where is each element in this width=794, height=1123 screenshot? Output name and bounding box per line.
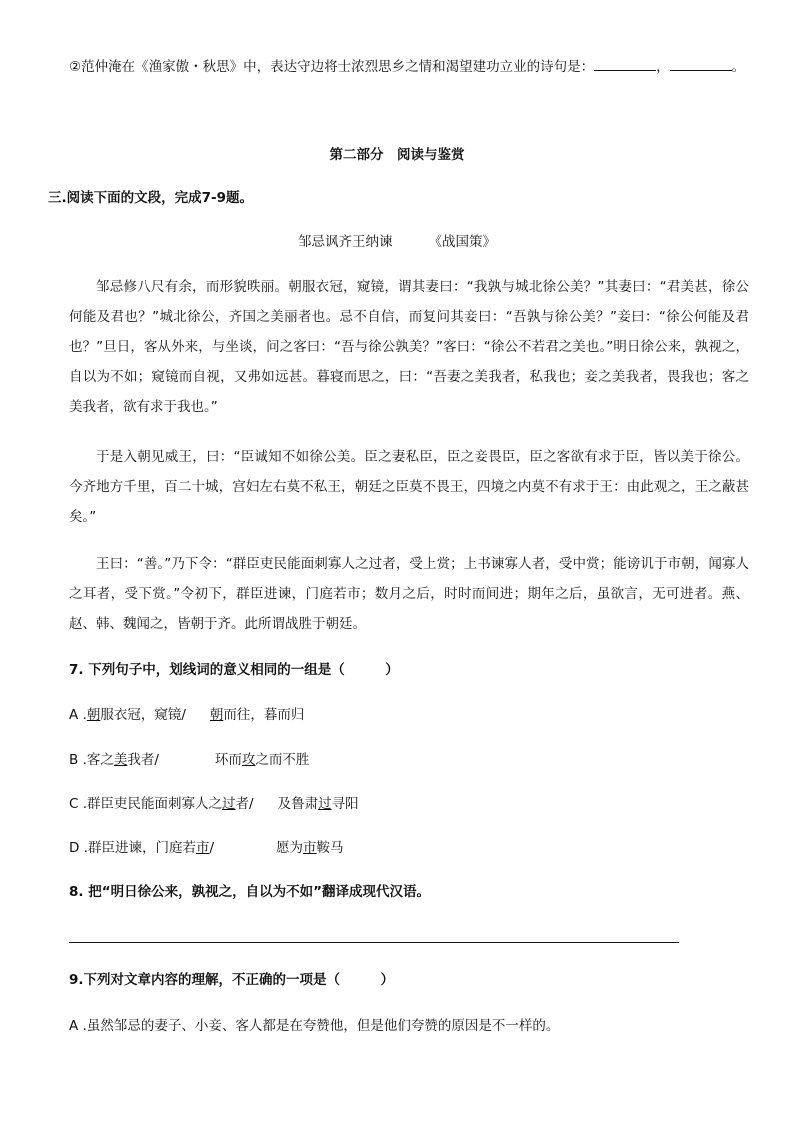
question-7-option-c[interactable] [69,794,359,814]
option-text: 愿为 [276,840,304,856]
part-3-heading: 三.阅读下面的文段，完成7-9题。 [48,190,254,206]
option-prefix: C . [69,796,88,812]
passage-paragraph-3: 王曰：“善。”乃下令：“群臣吏民能面刺寡人之过者，受上赏；上书谏寡人者，受中赏；能谤讥于市朝，闻寡人之耳者，受下赏。”令初下，群臣进谏，门庭若市；数月之后，时时而间进；期年之后，虽欲言，无可进者。燕、赵、韩、魏闻之，皆朝于齐。此所谓战胜于朝廷。 [69,556,749,632]
passage-source: 《战国策》 [428,234,496,250]
separator: ， [656,59,670,75]
option-text: 寻阳 [331,796,359,812]
answer-blank-1[interactable] [594,56,656,71]
option-text: 而往，暮而归 [223,707,305,723]
question-6-item-2 [69,56,745,77]
option-text: 客之 [86,752,114,768]
underlined-word: 市 [195,840,210,856]
passage-paragraph-1: 邹忌修八尺有余，而形貌昳丽。朝服衣冠，窥镜，谓其妻曰：“我孰与城北徐公美？”其妻曰：“君美甚，徐公何能及君也？”城北徐公，齐国之美丽者也。忌不自信，而复问其妾曰：“吾孰与徐公美？”妾曰：“徐公何能及君也？”旦日，客从外来，与坐谈，问之客曰：“吾与徐公孰美？”客曰：“徐公不若君之美也。”明日徐公来，孰视之，自以为不如；窥镜而自视，又弗如远甚。暮寝而思之，曰：“吾妻之美我者，私我也；妾之美我者，畏我也；客之美我者，欲有求于我也。” [69,279,749,415]
answer-line[interactable] [69,942,679,943]
option-text: 我者/ [127,752,159,768]
end-mark: 。 [731,59,746,75]
underlined-word: 朝 [86,707,101,723]
option-text: 及鲁肃 [277,796,319,812]
option-text: / [209,840,215,856]
passage-title-line [0,232,794,252]
option-text: 之而不胜 [255,752,310,768]
underlined-word: 过 [222,796,236,812]
option-text: 群臣吏民能面刺寡人之 [87,796,223,812]
question-9-stem: 9.下列对文章内容的理解，不正确的一项是（ ） [69,972,395,988]
underlined-word: 朝 [209,707,224,723]
question-7-option-a[interactable] [69,705,304,725]
answer-blank-2[interactable] [670,56,732,71]
option-text: 群臣进谏，门庭若 [87,840,196,856]
option-text: 服衣冠，窥镜/ [100,707,186,723]
option-text: 环而 [214,752,242,768]
passage-title: 邹忌讽齐王纳谏 [298,234,393,250]
option-text: 者/ [235,796,254,812]
question-9-option-a[interactable]: A .虽然邹忌的妻子、小妾、客人都是在夸赞他，但是他们夸赞的原因是不一样的。 [69,1018,560,1034]
question-7-option-b[interactable] [69,750,309,770]
question-8-stem: 8. 把“明日徐公来，孰视之，自以为不如”翻译成现代汉语。 [69,884,430,900]
section-title: 第二部分 阅读与鉴赏 [329,147,465,163]
question-7-stem: 7. 下列句子中，划线词的意义相同的一组是（ ） [69,662,399,678]
option-prefix: A . [69,707,87,723]
option-prefix: D . [69,840,88,856]
question-7-option-d[interactable] [69,838,344,858]
underlined-word: 过 [318,796,332,812]
underlined-word: 美 [113,752,128,768]
passage-paragraph-2: 于是入朝见威王，曰：“臣诚知不如徐公美。臣之妻私臣，臣之妾畏臣，臣之客欲有求于臣，皆以美于徐公。今齐地方千里，百二十城，宫妇左右莫不私王，朝廷之臣莫不畏王，四境之内莫不有求于王：由此观之，王之蔽甚矣。” [69,449,749,525]
underlined-word: 市 [303,840,317,856]
question-text: ②范仲淹在《渔家傲・秋思》中，表达守边将士浓烈思乡之情和渴望建功立业的诗句是： [69,59,595,75]
option-text: 鞍马 [316,840,344,856]
underlined-word: 攻 [241,752,256,768]
option-prefix: B . [69,752,87,768]
